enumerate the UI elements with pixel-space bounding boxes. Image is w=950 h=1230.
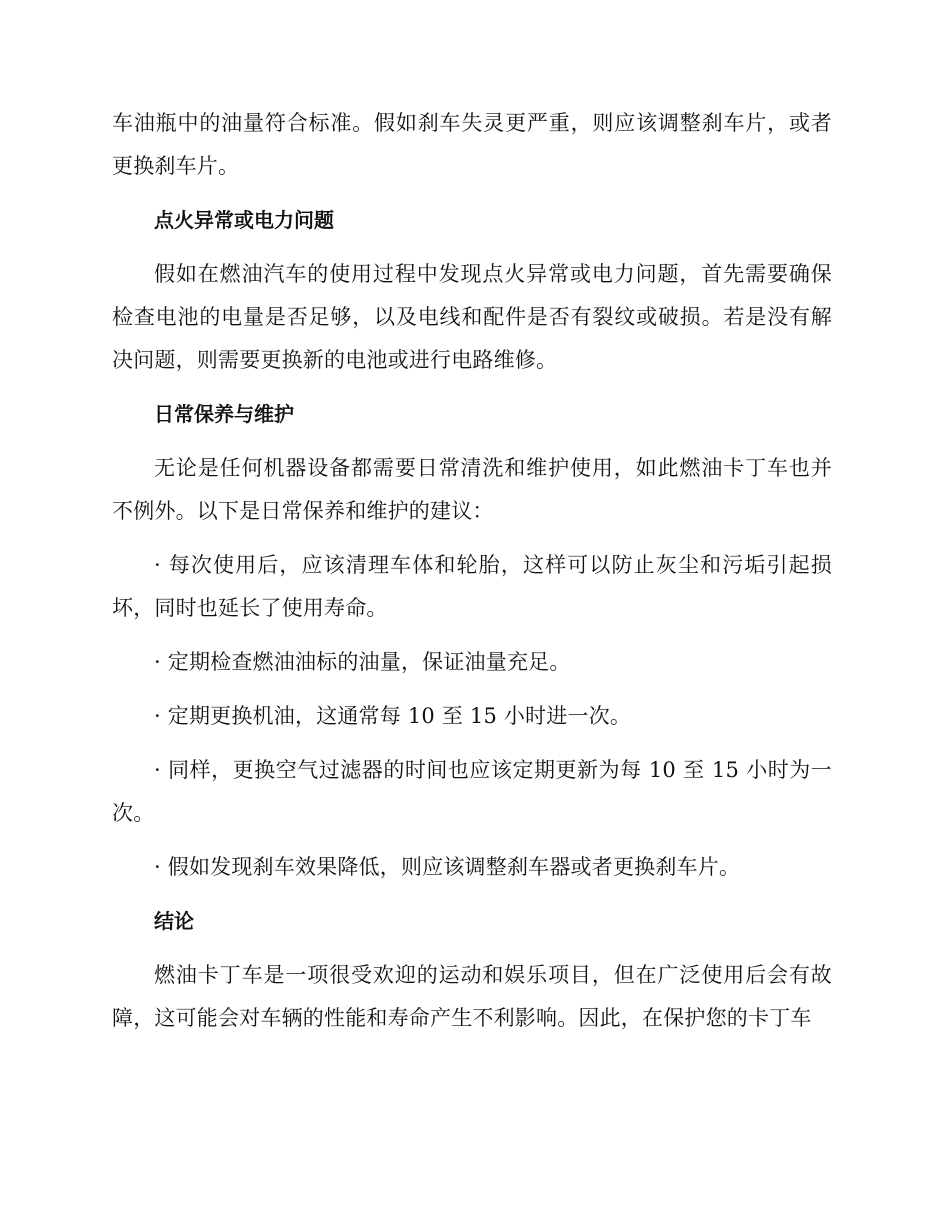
bullet-item: · 定期检查燃油油标的油量，保证油量充足。 — [154, 650, 571, 674]
heading-ignition: 点火异常或电力问题 — [154, 208, 334, 232]
document-page — [112, 102, 832, 1051]
paragraph-brake-continuation: 车油瓶中的油量符合标准。假如刹车失灵更严重，则应该调整刹车片，或者更换刹车片。 — [112, 111, 832, 178]
bullet-item: · 定期更换机油，这通常每 10 至 15 小时进一次。 — [154, 704, 632, 728]
bullet-item: · 同样，更换空气过滤器的时间也应该定期更新为每 10 至 15 小时为一次。 — [112, 758, 832, 825]
heading-maintenance: 日常保养与维护 — [154, 402, 294, 426]
paragraph-ignition: 假如在燃油汽车的使用过程中发现点火异常或电力问题，首先需要确保检查电池的电量是否足够，以及电线和配件是否有裂纹或破损。若是没有解决问题，则需要更换新的电池或进行电路维修。 — [112, 262, 832, 372]
paragraph-maintenance: 无论是任何机器设备都需要日常清洗和维护使用，如此燃油卡丁车也并不例外。以下是日常保养和维护的建议： — [112, 456, 832, 523]
heading-conclusion: 结论 — [154, 909, 194, 933]
paragraph-conclusion: 燃油卡丁车是一项很受欢迎的运动和娱乐项目，但在广泛使用后会有故障，这可能会对车辆的性能和寿命产生不利影响。因此，在保护您的卡丁车 — [112, 963, 832, 1030]
bullet-item: · 每次使用后，应该清理车体和轮胎，这样可以防止灰尘和污垢引起损坏，同时也延长了使用寿命。 — [112, 553, 832, 620]
bullet-item: · 假如发现刹车效果降低，则应该调整刹车器或者更换刹车片。 — [154, 855, 741, 879]
